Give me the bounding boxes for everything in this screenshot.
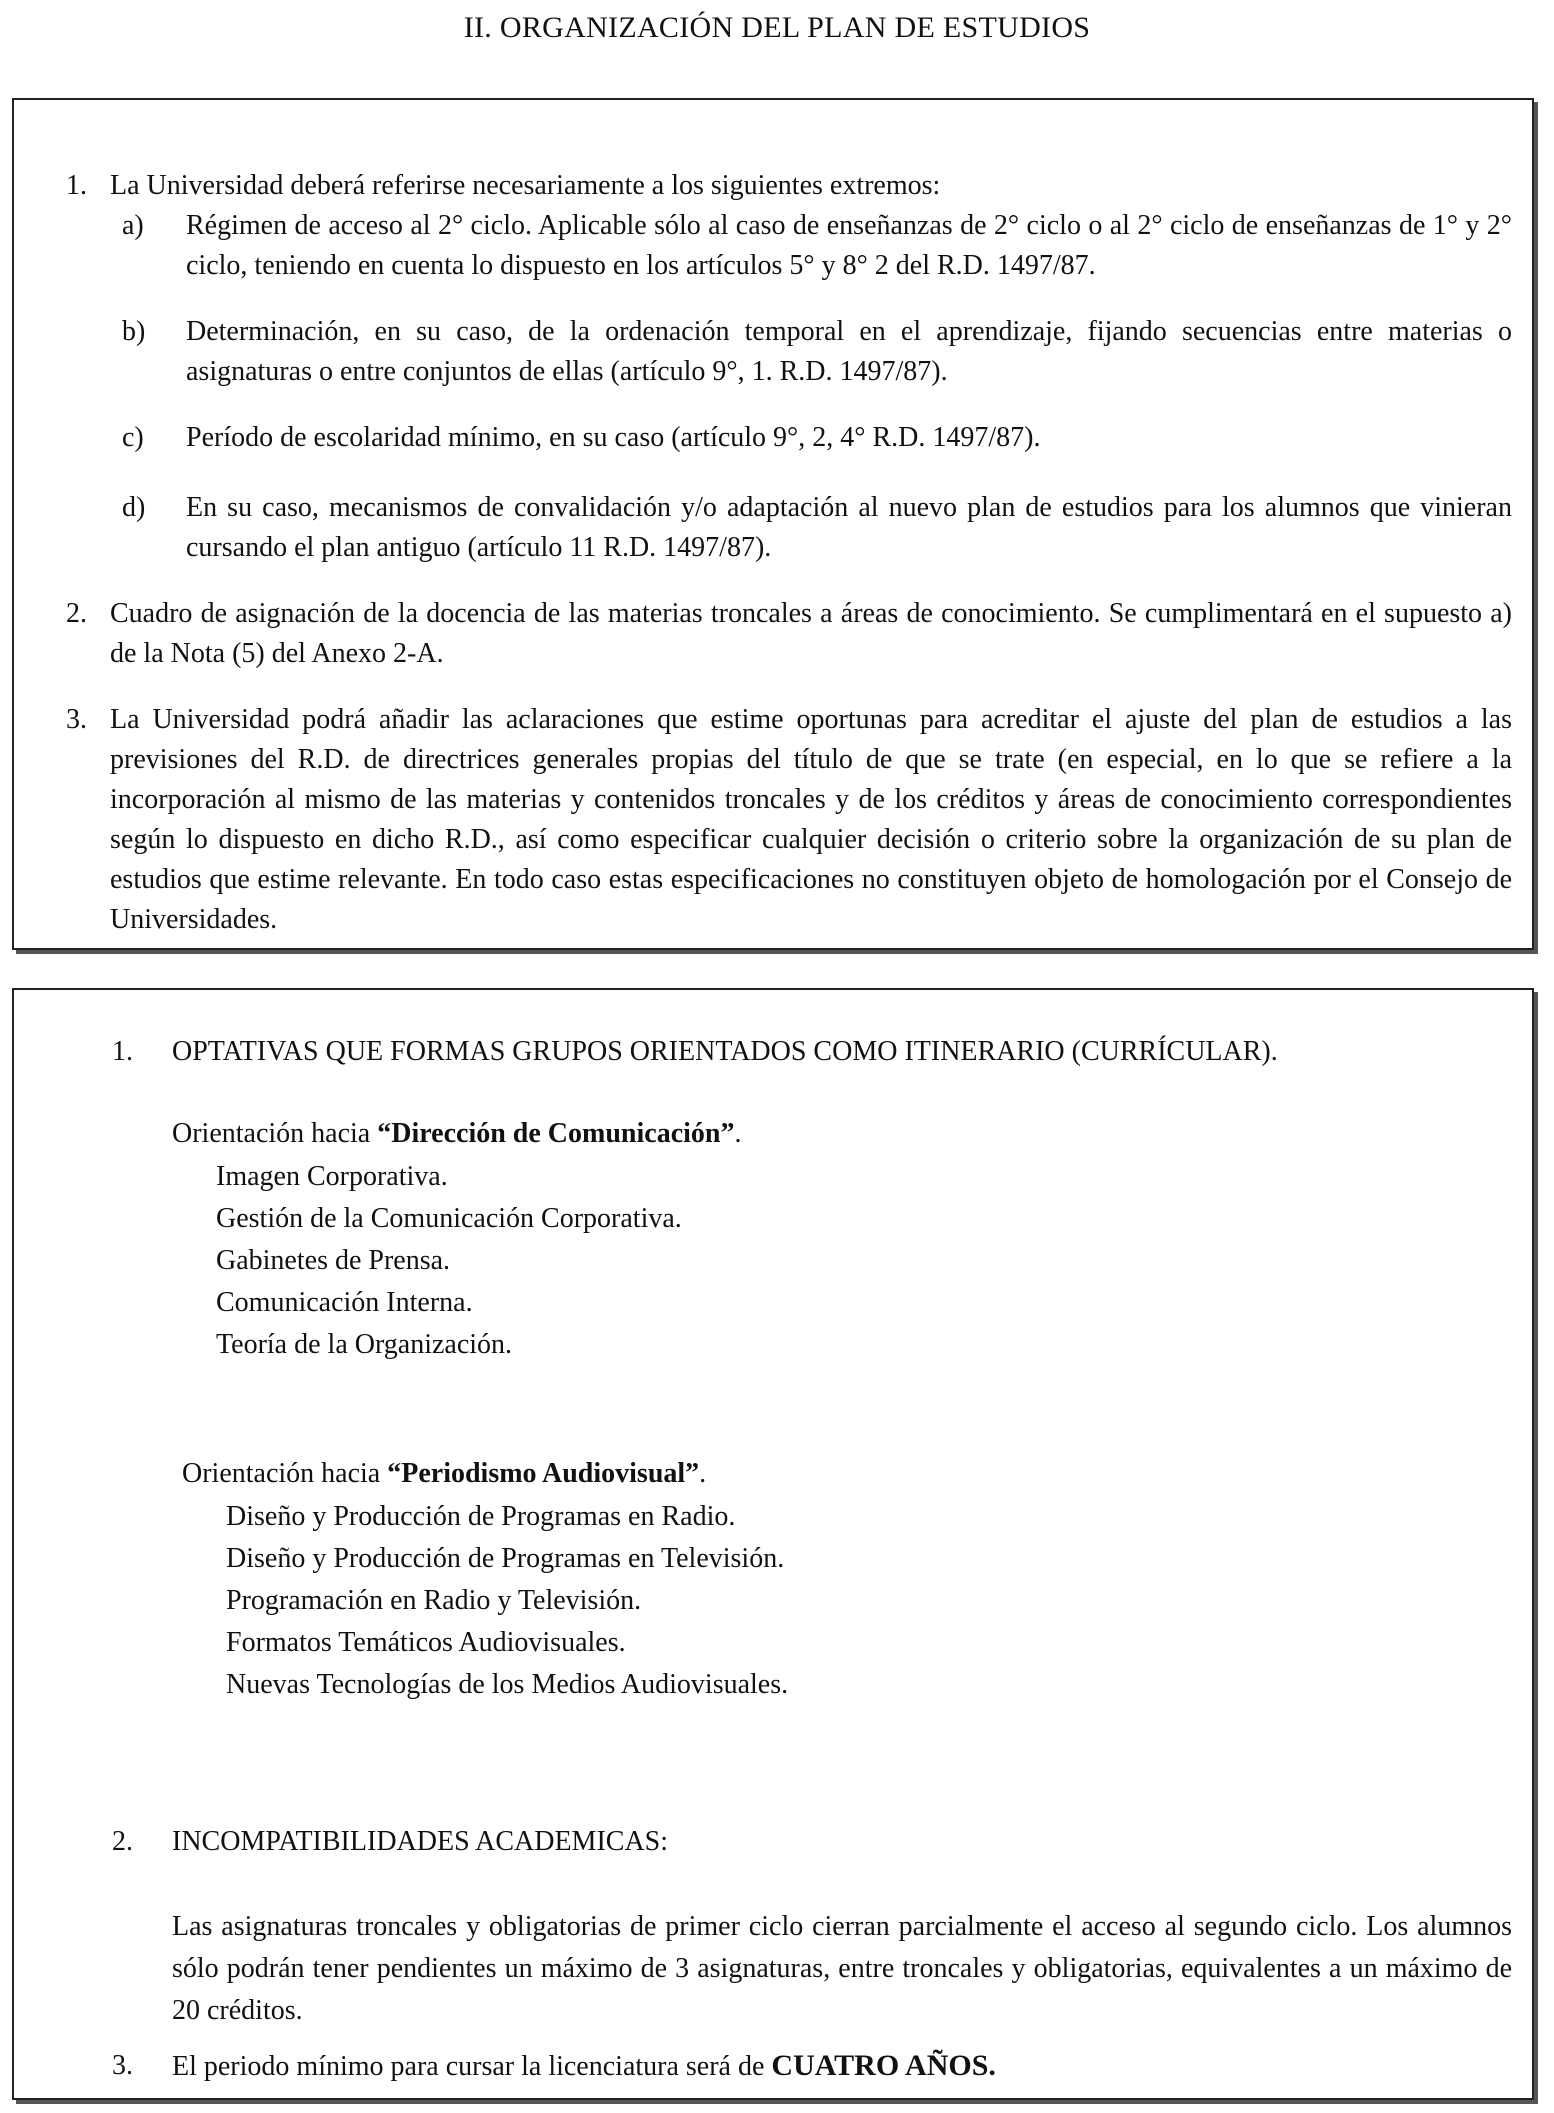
orientation-heading-1 — [172, 1114, 741, 1154]
instruction-item-2 — [66, 594, 1512, 674]
section-heading: INCOMPATIBILIDADES ACADEMICAS: — [172, 1826, 669, 1857]
sub-item-text: En su caso, mecanismos de convalidación y/o adaptación al nuevo plan de estudios para los alumnos que vinieran cursando el plan antiguo (artículo 11 R.D. 1497/87). — [186, 492, 1512, 563]
list-item: Gabinetes de Prensa. — [216, 1245, 451, 1276]
incompatibilities-paragraph: Las asignaturas troncales y obligatorias de primer ciclo cierran parcialmente el acceso al segundo ciclo. Los alumnos sólo podrán tener pendientes un máximo de 3 asignaturas, entre troncales y obligatorias, equivalentes a un máximo de 20 créditos. — [172, 1911, 1512, 2026]
sub-item-letter: b) — [122, 316, 146, 347]
orientation-prefix: Orientación hacia — [172, 1118, 378, 1149]
list-item: Programación en Radio y Televisión. — [226, 1585, 642, 1616]
sub-item-a — [122, 206, 1512, 286]
list-item: Diseño y Producción de Programas en Radio. — [226, 1501, 736, 1532]
list-item: Teoría de la Organización. — [216, 1329, 513, 1360]
instruction-item-1 — [66, 166, 1512, 206]
orientation-suffix: . — [734, 1118, 742, 1149]
sub-item-text: Determinación, en su caso, de la ordenación temporal en el aprendizaje, fijando secuencias entre materias o asignaturas o entre conjuntos de ellas (artículo 9°, 1. R.D. 1497/87). — [186, 316, 1512, 387]
sub-item-b — [122, 312, 1512, 392]
plan-details-box — [12, 988, 1534, 2100]
list-item: Diseño y Producción de Programas en Televisión. — [226, 1543, 785, 1574]
section-heading: OPTATIVAS QUE FORMAS GRUPOS ORIENTADOS COMO ITINERARIO (CURRÍCULAR). — [172, 1036, 1278, 1067]
minimum-period-prefix: El periodo mínimo para cursar la licenciatura será de — [172, 2051, 772, 2082]
orientation-prefix: Orientación hacia — [182, 1458, 388, 1489]
item-text: Cuadro de asignación de la docencia de las materias troncales a áreas de conocimiento. Se cumplimentará en el supuesto a) de la Nota (5) del Anexo 2-A. — [110, 598, 1512, 669]
sub-item-text: Régimen de acceso al 2° ciclo. Aplicable sólo al caso de enseñanzas de 2° ciclo o al 2° ciclo de enseñanzas de 1° y 2° ciclo, teniendo en cuenta lo dispuesto en los artículos 5° y 8° 2 del R.D. 1497/87. — [186, 210, 1512, 281]
section-item-2 — [112, 1822, 1512, 1862]
sub-item-letter: d) — [122, 492, 146, 523]
section-item-1 — [112, 1032, 1512, 1072]
section-item-3 — [112, 2046, 1512, 2087]
page-title: II. ORGANIZACIÓN DEL PLAN DE ESTUDIOS — [463, 11, 1091, 44]
orientation-subject-list-2 — [226, 1496, 788, 1706]
sub-item-text: Período de escolaridad mínimo, en su caso (artículo 9°, 2, 4° R.D. 1497/87). — [186, 422, 1041, 453]
minimum-period-value: CUATRO AÑOS. — [771, 2049, 996, 2082]
minimum-period-text — [172, 2046, 1512, 2087]
sub-item-letter: a) — [122, 210, 144, 241]
orientation-suffix: . — [699, 1458, 707, 1489]
sub-item-letter: c) — [122, 422, 144, 453]
list-item: Formatos Temáticos Audiovisuales. — [226, 1627, 626, 1658]
list-item: Comunicación Interna. — [216, 1287, 473, 1318]
orientation-heading-2 — [182, 1454, 706, 1494]
list-item: Gestión de la Comunicación Corporativa. — [216, 1203, 682, 1234]
orientation-name: “Dirección de Comunicación” — [377, 1118, 735, 1149]
list-item: Nuevas Tecnologías de los Medios Audiovisuales. — [226, 1669, 789, 1700]
item-number: 3. — [112, 2050, 133, 2081]
item-text: La Universidad deberá referirse necesariamente a los siguientes extremos: — [110, 170, 941, 201]
item-number: 3. — [66, 704, 87, 735]
sub-item-c — [122, 418, 1512, 458]
orientation-subject-list-1 — [216, 1156, 682, 1366]
item-number: 2. — [66, 598, 87, 629]
item-number: 2. — [112, 1826, 133, 1857]
item-text: La Universidad podrá añadir las aclaraciones que estime oportunas para acreditar el ajuste del plan de estudios a las previsiones del R.D. de directrices generales propias del título de que se trate (en especial, en lo que se refiere a la incorporación al mismo de las materias y contenidos troncales y de los créditos y áreas de conocimiento correspondientes según lo dispuesto en dicho R.D., así como especificar cualquier decisión o criterio sobre la organización de su plan de estudios que estime relevante. En todo caso estas especificaciones no constituyen objeto de homologación por el Consejo de Universidades. — [110, 704, 1512, 935]
sub-item-d — [122, 488, 1512, 568]
item-number: 1. — [66, 170, 87, 201]
item-number: 1. — [112, 1036, 133, 1067]
list-item: Imagen Corporativa. — [216, 1161, 448, 1192]
instruction-item-3 — [66, 700, 1512, 940]
instructions-box — [12, 98, 1534, 950]
orientation-name: “Periodismo Audiovisual” — [387, 1458, 700, 1489]
